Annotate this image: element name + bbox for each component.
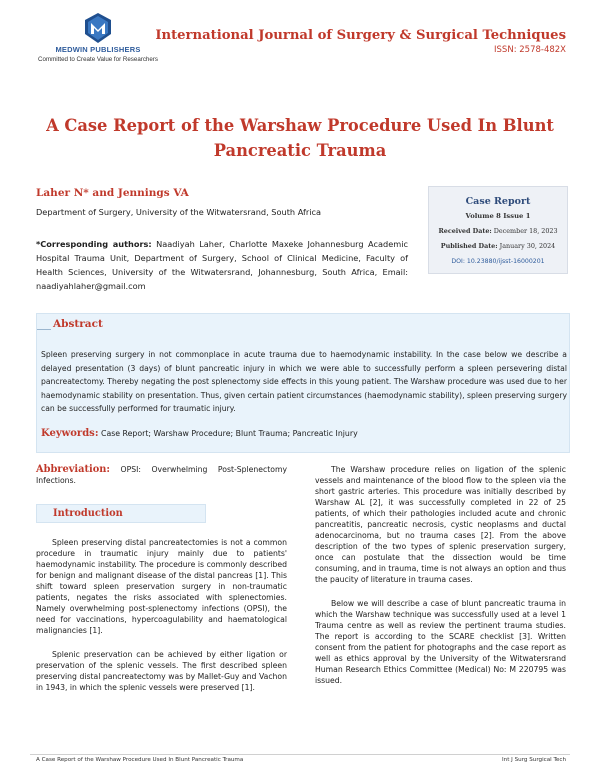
- abstract-text: Spleen preserving surgery in not commonplace in acute trauma due to haemodynamic instability. In the case below we describe a delayed presentation (3 days) of blunt pancreatic injury in which we were able to successfully perform a spleen persevering distal pancreatectomy. Thereby negating the post splenectomy side effects in this young patient. The Warshaw procedure was used due to her haemodynamic stability on presentation. Thus, given certain patient circumstances (haemodynamic stability), spleen preserving surgery can be successfully performed for traumatic injury.: [41, 350, 567, 413]
- footer-divider: [30, 754, 570, 755]
- publisher-logo: [18, 12, 178, 63]
- abbreviation-text: OPSI: Overwhelming Post-Splenectomy Infections.: [36, 465, 287, 485]
- journal-title[interactable]: International Journal of Surgery & Surgical Techniques: [155, 28, 566, 43]
- abbreviation-label: Abbreviation:: [36, 464, 110, 475]
- corresponding-details[interactable]: Naadiyah Laher, Charlotte Maxeke Johannesburg Academic Hospital Trauma Unit, Department of Surgery, School of Clinical Medicine, Faculty of Health Sciences, University of the Witwatersrand, Johannesburg, South Africa, Email: naadiyahlaher@gmail.com: [36, 239, 408, 291]
- abbreviation: [36, 464, 287, 486]
- journal-issn: ISSN: 2578-482X: [494, 45, 566, 55]
- volume-issue: Volume 8 Issue 1: [465, 212, 531, 220]
- keywords: [41, 428, 358, 439]
- paragraph: Spleen preserving distal pancreatectomies is not a common procedure in traumatic injury mainly due to patients' haemodynamic instability. The procedure is commonly described for benign and malignant disease of the distal pancreas [1]. This shift toward spleen preservation surgery in non-traumatic patients, negates the risks associated with splenectomies. Namely overwhelming post-splenectomy infections (OPSI), the need for vaccinations, hypercoagulability and haematological malignancies [1].: [36, 538, 287, 635]
- corresponding-label: *Corresponding authors:: [36, 239, 152, 249]
- footer-journal-abbrev: Int J Surg Surgical Tech: [502, 757, 566, 763]
- doi-link[interactable]: DOI: 10.23880/ijsst-16000201: [451, 258, 545, 265]
- published-value: January 30, 2024: [497, 242, 556, 250]
- footer-running-title: A Case Report of the Warshaw Procedure Used In Blunt Pancreatic Trauma: [36, 757, 244, 763]
- body-column-right: [315, 464, 566, 699]
- article-type: Case Report: [465, 196, 531, 207]
- medwin-logo-icon: [83, 12, 113, 44]
- author-affiliation: Department of Surgery, University of the Witwatersrand, South Africa: [36, 207, 322, 217]
- section-heading-introduction: Introduction: [36, 504, 206, 523]
- paper-title: A Case Report of the Warshaw Procedure Used In Blunt Pancreatic Trauma: [46, 116, 554, 160]
- received-date: [429, 227, 567, 235]
- author-list: Laher N* and Jennings VA: [36, 187, 189, 199]
- article-info-box: [428, 186, 568, 274]
- corresponding-author: [36, 237, 408, 293]
- publisher-tagline: Committed to Create Value for Researchers: [38, 56, 158, 63]
- keywords-list: Case Report; Warshaw Procedure; Blunt Trauma; Pancreatic Injury: [98, 429, 358, 438]
- abstract-heading: Abstract: [53, 318, 103, 330]
- received-label: Received Date:: [438, 227, 492, 235]
- keywords-label: Keywords:: [41, 428, 99, 439]
- paragraph: Splenic preservation can be achieved by either ligation or preservation of the splenic vessels. The first described spleen preserving distal pancreatectomy was by Mallet-Guy and Vachon in 1943, in which the splenic vessels were preserved [1].: [36, 650, 287, 692]
- published-label: Published Date:: [440, 242, 498, 250]
- abstract-box: [36, 313, 570, 453]
- paragraph: The Warshaw procedure relies on ligation of the splenic vessels and maintenance of the blood flow to the spleen via the short gastric arteries. This procedure was initially described by Warshaw AL [2], it was successfully completed in 22 of 25 patients, of which their pathologies included acute and chronic pancreatitis, pancreatic necrosis, cystic neoplasms and ductal adenocarcinoma, but no trauma cases [2]. From the above description of the two types of splenic preservation surgery, once can postulate that the dissection would be time consuming, and in trauma, time is not always an option and thus the paucity of literature in trauma cases.: [315, 465, 566, 584]
- paragraph: Below we will describe a case of blunt pancreatic trauma in which the Warshaw technique was successfully used at a level 1 Trauma centre as well as review the pertinent trauma studies. The report is according to the SCARE checklist [3]. Written consent from the patient for photographs and the case report as well as ethics approval by the University of the Witwatersrand Human Research Ethics Committee (Medical) No: M 220795 was issued.: [315, 599, 566, 685]
- publisher-name: MEDWIN PUBLISHERS: [55, 45, 141, 54]
- body-column-left: [36, 464, 287, 706]
- published-date: [429, 242, 567, 250]
- received-value: December 18, 2023: [491, 227, 558, 235]
